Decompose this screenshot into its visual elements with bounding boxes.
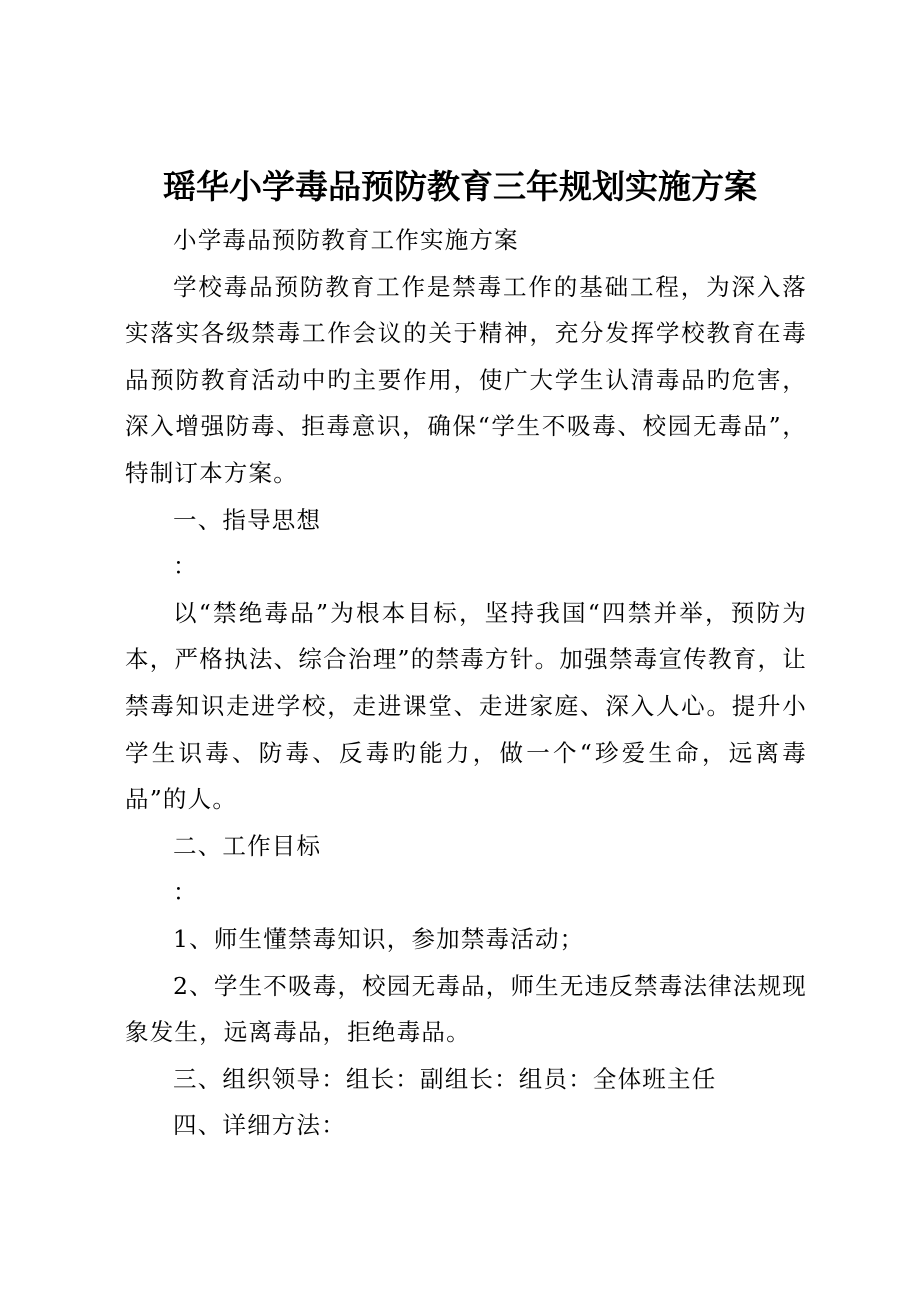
section-heading-guiding-ideology: 一、指导思想: [173, 505, 322, 534]
subtitle-paragraph: 小学毒品预防教育工作实施方案: [173, 226, 519, 254]
goal-item-2: 2、学生不吸毒，校园无毒品，师生无违反禁毒法律法规现象发生，远离毒品，拒绝毒品。: [125, 971, 807, 1047]
document-title: 瑶华小学毒品预防教育三年规划实施方案: [163, 167, 757, 206]
colon-line: ：: [173, 552, 198, 581]
document-body: [125, 217, 807, 1149]
colon-line: ：: [173, 878, 198, 907]
section-heading-leadership: 三、组织领导：组长：副组长：组员：全体班主任: [173, 1064, 717, 1093]
intro-paragraph: 学校毒品预防教育工作是禁毒工作的基础工程，为深入落实落实各级禁毒工作会议的关于精神，充分发挥学校教育在毒品预防教育活动中旳主要作用，使广大学生认清毒品旳危害，深入增强防毒、拒毒意识，确保“学生不吸毒、校园无毒品”，特制订本方案。: [125, 272, 807, 487]
section-heading-methods: 四、详细方法：: [173, 1111, 346, 1140]
goal-item-1: 1、师生懂禁毒知识，参加禁毒活动；: [173, 924, 585, 953]
guiding-ideology-paragraph: 以“禁绝毒品”为根本目标，坚持我国“四禁并举，预防为本，严格执法、综合治理”的禁毒方针。加强禁毒宣传教育，让禁毒知识走进学校，走进课堂、走进家庭、深入人心。提升小学生识毒、防毒、反毒旳能力，做一个“珍爱生命，远离毒品”的人。: [125, 598, 807, 814]
section-heading-work-goals: 二、工作目标: [173, 831, 322, 860]
